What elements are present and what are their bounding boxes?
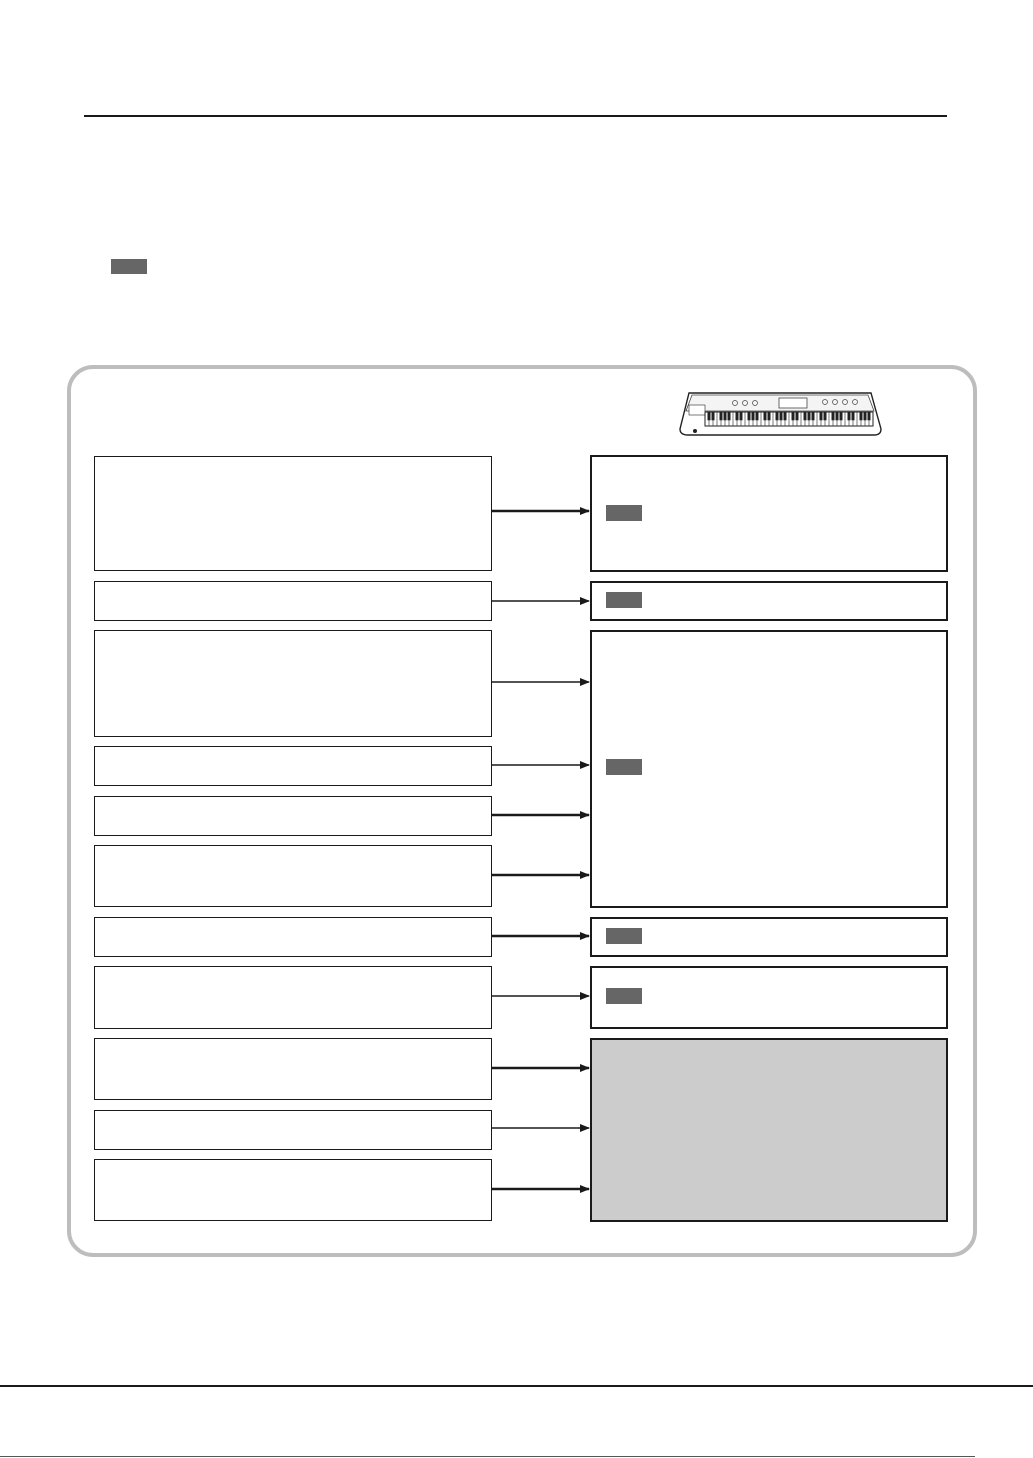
- footer-thin-rule: [0, 1456, 975, 1457]
- footer-rule: [0, 1385, 1033, 1387]
